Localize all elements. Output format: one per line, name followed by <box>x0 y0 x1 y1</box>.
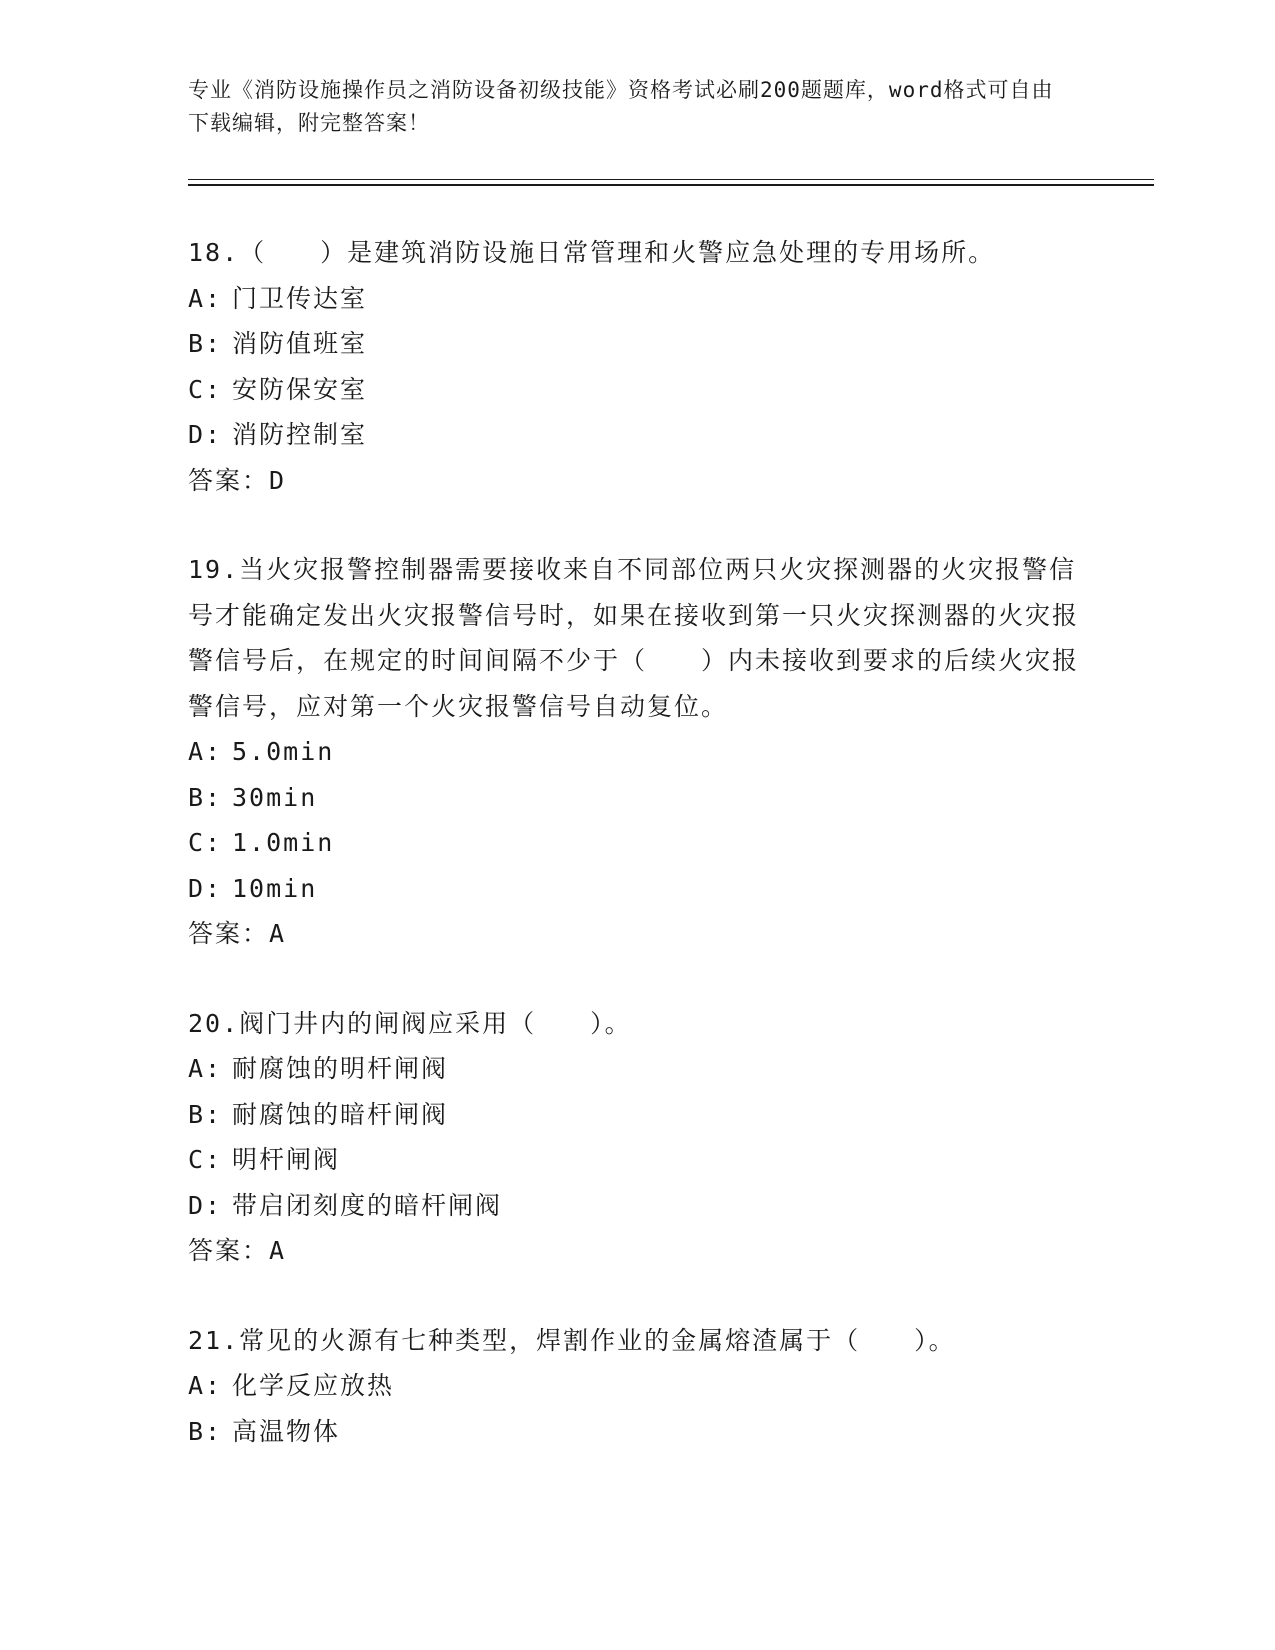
option-b <box>188 321 1088 367</box>
option-b <box>188 1092 1088 1138</box>
option-letter: A: <box>188 283 223 313</box>
answer: 答案：D <box>188 465 287 495</box>
option-letter: C: <box>188 374 223 404</box>
answer: 答案：A <box>188 1236 287 1265</box>
option-b <box>188 1409 1088 1455</box>
question-text: 19.当火灾报警控制器需要接收来自不同部位两只火灾探测器的火灾报警信号才能确定发出火灾报警信号时，如果在接收到第一只火灾探测器的火灾报警信号后，在规定的时间间隔不少于（ ）内未接收到要求的后续火灾报警信号，应对第一个火灾报警信号自动复位。 <box>188 555 1080 721</box>
question-21 <box>188 1318 1088 1455</box>
option-text: 10min <box>232 873 318 903</box>
option-text: 化学反应放热 <box>232 1371 395 1400</box>
option-text: 消防控制室 <box>232 420 368 449</box>
option-letter: A: <box>188 1054 223 1083</box>
header-divider-thick <box>188 184 1154 186</box>
option-c <box>188 820 1088 866</box>
option-text: 耐腐蚀的明杆闸阀 <box>232 1054 449 1083</box>
option-text: 门卫传达室 <box>232 283 368 313</box>
option-letter: A: <box>188 737 223 766</box>
question-list <box>188 230 1088 1498</box>
option-letter: C: <box>188 828 223 857</box>
option-letter: B: <box>188 1416 223 1446</box>
answer: 答案：A <box>188 919 287 948</box>
option-letter: B: <box>188 782 223 812</box>
option-letter: D: <box>188 420 223 449</box>
option-text: 1.0min <box>232 828 335 857</box>
option-text: 耐腐蚀的暗杆闸阀 <box>232 1099 449 1129</box>
header-divider-thin <box>188 179 1154 180</box>
question-text: 18.（ ）是建筑消防设施日常管理和火警应急处理的专用场所。 <box>188 238 996 267</box>
document-header: 专业《消防设施操作员之消防设备初级技能》资格考试必刷200题题库，word格式可自由下载编辑，附完整答案！ <box>188 78 1054 135</box>
option-a <box>188 729 1088 775</box>
option-d <box>188 412 1088 458</box>
option-text: 5.0min <box>232 737 335 766</box>
question-text: 21.常见的火源有七种类型，焊割作业的金属熔渣属于（ ）。 <box>188 1325 956 1355</box>
question-18 <box>188 230 1088 503</box>
option-letter: D: <box>188 1190 223 1220</box>
option-letter: C: <box>188 1145 223 1174</box>
option-b <box>188 775 1088 821</box>
option-letter: B: <box>188 329 223 358</box>
option-text: 带启闭刻度的暗杆闸阀 <box>232 1190 503 1220</box>
option-text: 消防值班室 <box>232 329 368 358</box>
option-a <box>188 276 1088 322</box>
option-d <box>188 866 1088 912</box>
option-letter: A: <box>188 1371 223 1400</box>
option-letter: D: <box>188 873 223 903</box>
option-a <box>188 1046 1088 1092</box>
option-letter: B: <box>188 1099 223 1129</box>
option-text: 高温物体 <box>232 1416 341 1446</box>
option-text: 明杆闸阀 <box>232 1145 341 1174</box>
option-c <box>188 1137 1088 1183</box>
option-d <box>188 1183 1088 1229</box>
option-c <box>188 367 1088 413</box>
question-text: 20.阀门井内的闸阀应采用（ ）。 <box>188 1008 632 1038</box>
option-text: 安防保安室 <box>232 374 368 404</box>
option-a <box>188 1363 1088 1409</box>
option-text: 30min <box>232 782 318 812</box>
question-19 <box>188 547 1088 957</box>
question-20 <box>188 1001 1088 1274</box>
